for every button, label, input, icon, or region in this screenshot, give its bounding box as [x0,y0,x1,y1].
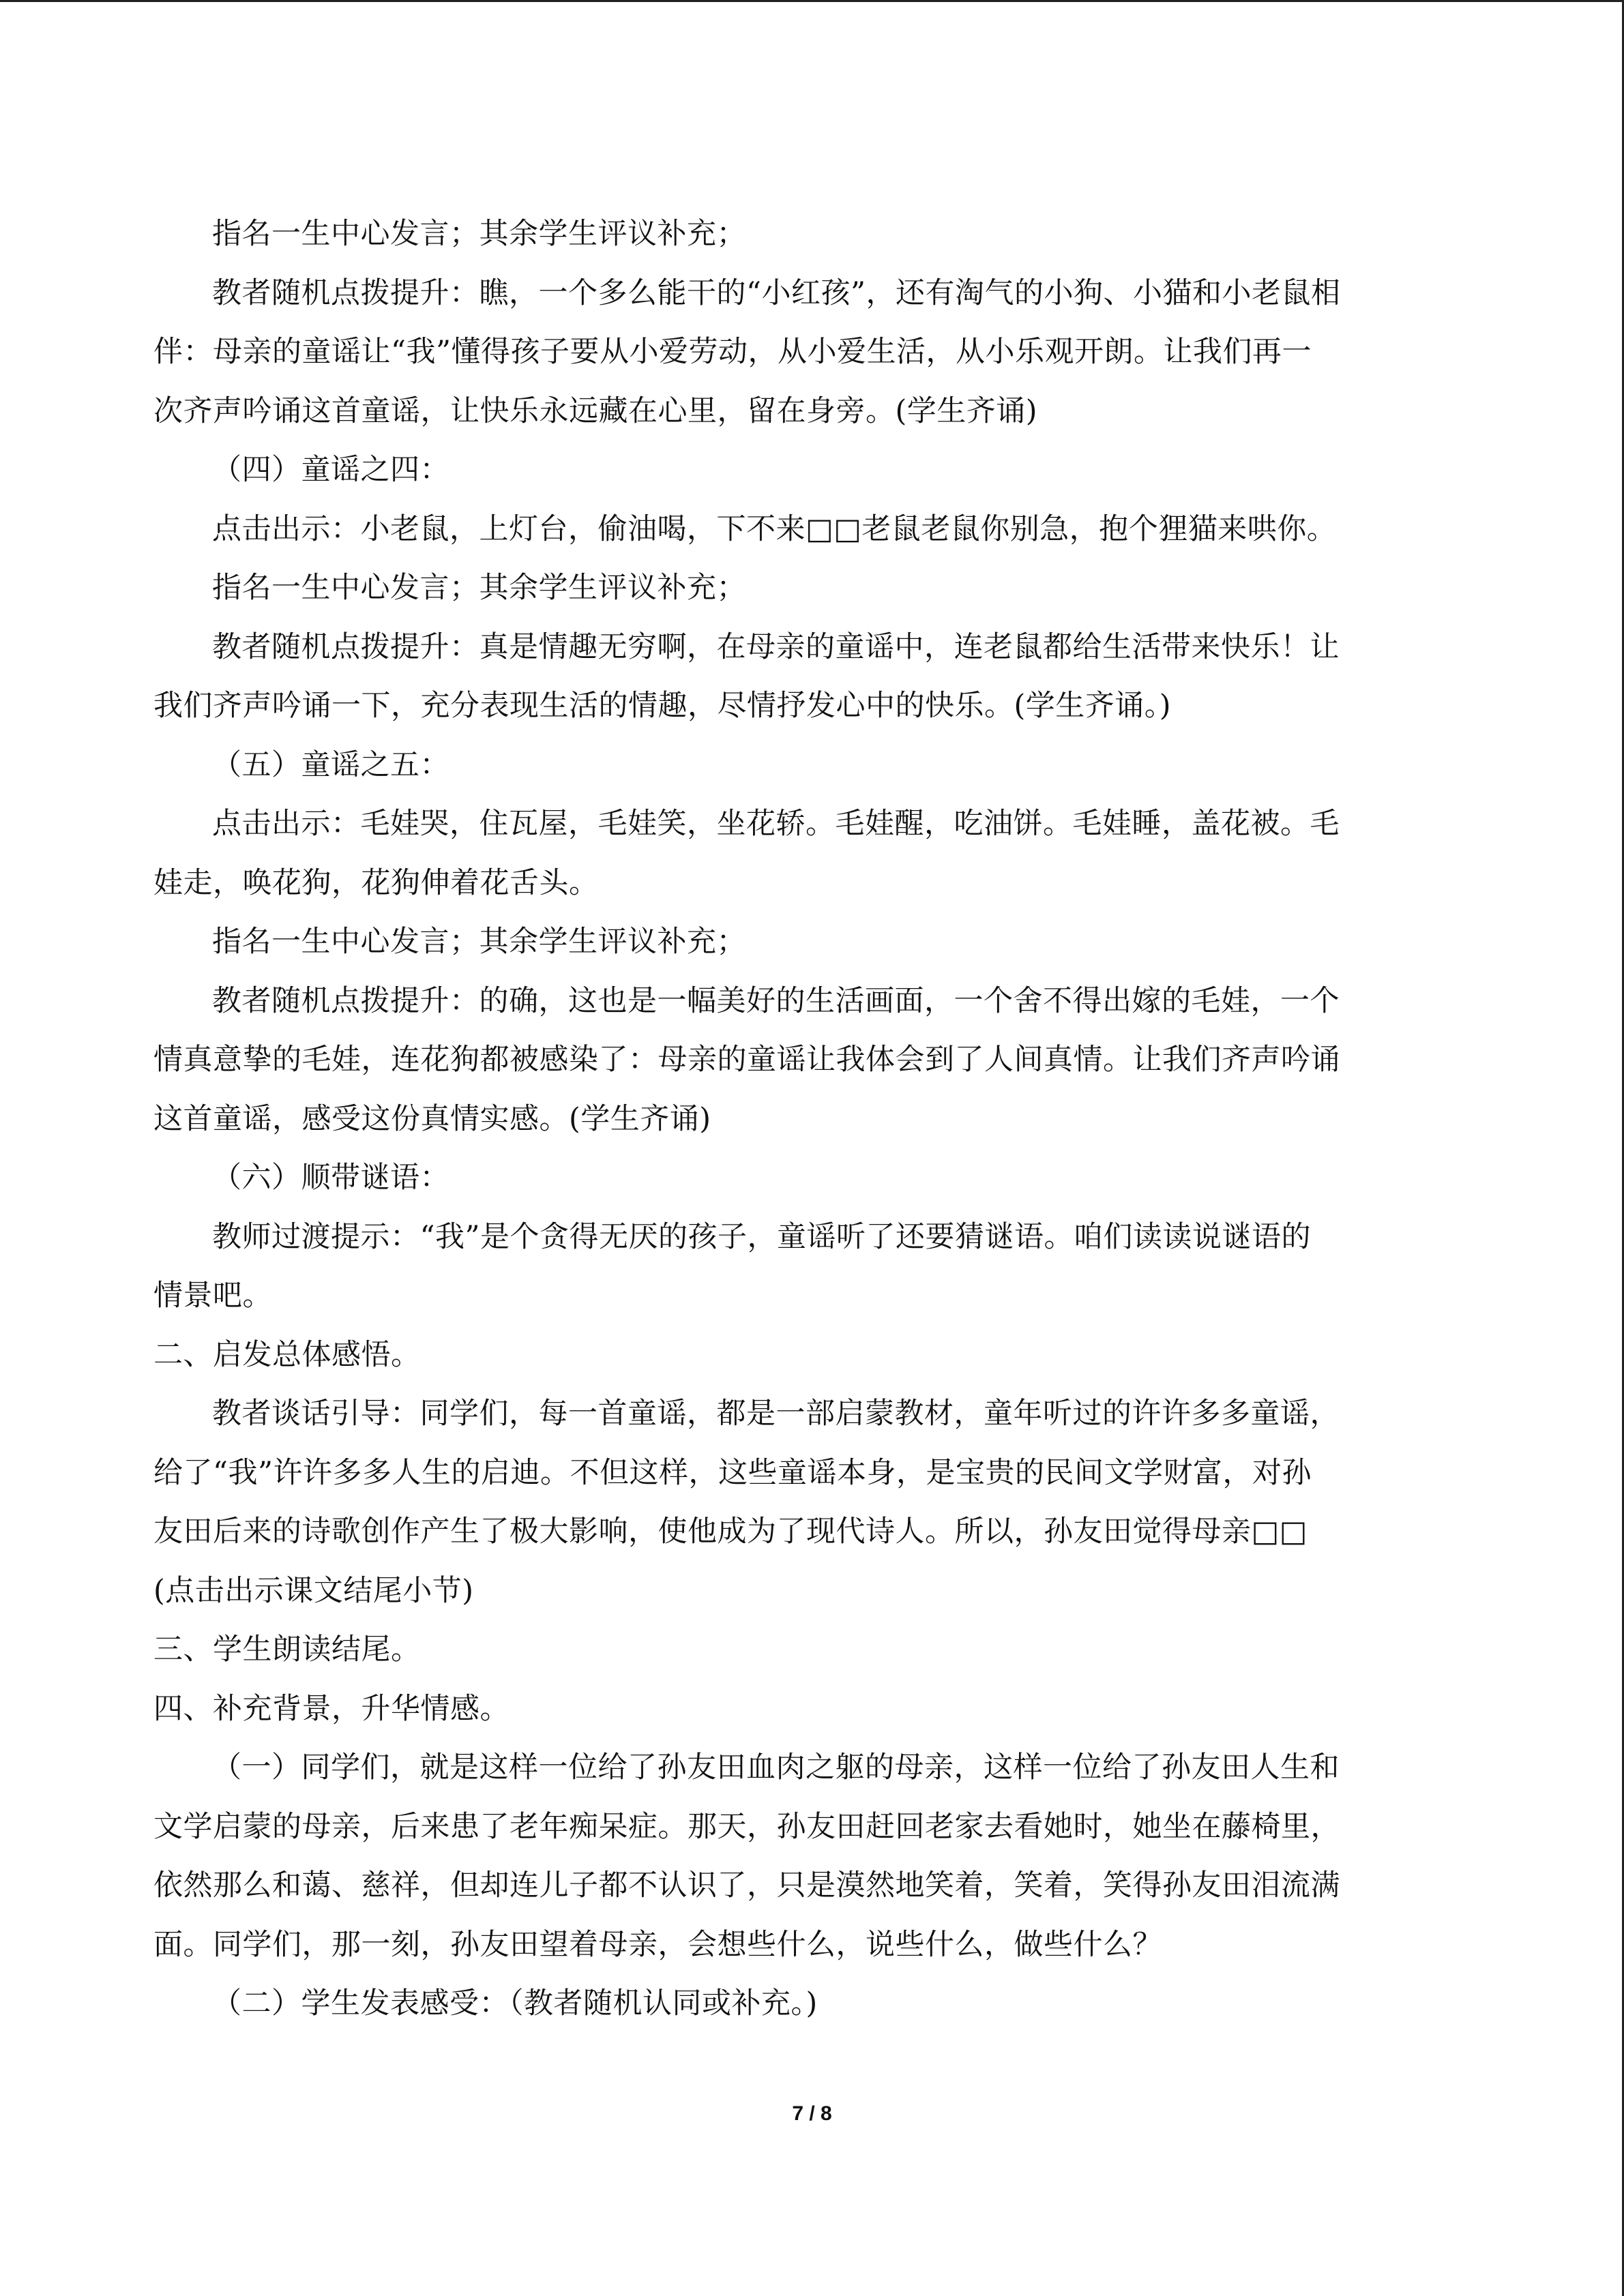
text-line: 教者谈话引导：同学们，每一首童谣，都是一部启蒙教材，童年听过的许许多多童谣， [212,1397,1340,1431]
text-line: 次齐声吟诵这首童谣，让快乐永远藏在心里，留在身旁。(学生齐诵) [153,393,1038,428]
text-line: （六）顺带谜语： [212,1161,449,1195]
text-line: （一）同学们，就是这样一位给了孙友田血肉之躯的母亲，这样一位给了孙友田人生和 [212,1750,1340,1785]
text-line: 指名一生中心发言；其余学生评议补充； [212,571,746,605]
text-line: 二、启发总体感悟。 [153,1337,421,1372]
text-line: （四）童谣之四： [212,453,449,487]
text-line: 文学启蒙的母亲，后来患了老年痴呆症。那天，孙友田赶回老家去看她时，她坐在藤椅里， [153,1809,1340,1844]
text-line: 面。同学们，那一刻，孙友田望着母亲，会想些什么，说些什么，做些什么？ [153,1927,1162,1962]
text-line: 四、补充背景，升华情感。 [153,1691,510,1726]
text-line: 情景吧。 [153,1279,272,1313]
page-number: 7 / 8 [792,2102,832,2125]
text-line: 指名一生中心发言；其余学生评议补充； [212,925,746,959]
text-line: 这首童谣，感受这份真情实感。(学生齐诵) [153,1101,711,1136]
document-body [153,205,1473,2033]
text-line: 给了“我”许许多多人生的启迪。不但这样，这些童谣本身，是宝贵的民间文学财富，对孙 [153,1455,1312,1490]
page-border-top [0,0,1624,2]
text-line: 指名一生中心发言；其余学生评议补充； [212,217,746,251]
text-line: 教者随机点拨提升：的确，这也是一幅美好的生活画面，一个舍不得出嫁的毛娃，一个 [212,983,1340,1018]
text-line: 娃走，唤花狗，花狗伸着花舌头。 [153,865,599,900]
text-line: 友田后来的诗歌创作产生了极大影响，使他成为了现代诗人。所以，孙友田觉得母亲□□ [153,1515,1308,1549]
text-line: 依然那么和蔼、慈祥，但却连儿子都不认识了，只是漠然地笑着，笑着，笑得孙友田泪流满 [153,1868,1340,1903]
text-line: 情真意挚的毛娃，连花狗都被感染了：母亲的童谣让我体会到了人间真情。让我们齐声吟诵 [153,1043,1340,1077]
text-line: 教者随机点拨提升：瞧，一个多么能干的“小红孩”，还有淘气的小狗、小猫和小老鼠相 [212,275,1341,310]
text-line: （五）童谣之五： [212,747,449,782]
text-line: 教者随机点拨提升：真是情趣无穷啊，在母亲的童谣中，连老鼠都给生活带来快乐！让 [212,629,1340,664]
text-line: 教师过渡提示：“我”是个贪得无厌的孩子，童谣听了还要猜谜语。咱们读读说谜语的 [212,1219,1311,1254]
text-line: (点击出示课文结尾小节) [153,1573,474,1608]
text-line: 伴：母亲的童谣让“我”懂得孩子要从小爱劳动，从小爱生活，从小乐观开朗。让我们再一 [153,335,1312,369]
text-line: 点击出示：毛娃哭，住瓦屋，毛娃笑，坐花轿。毛娃醒，吃油饼。毛娃睡，盖花被。毛 [212,807,1340,841]
text-line: 三、学生朗读结尾。 [153,1632,421,1667]
text-line: （二）学生发表感受：（教者随机认同或补充。) [212,1986,818,2021]
text-line: 我们齐声吟诵一下，充分表现生活的情趣，尽情抒发心中的快乐。(学生齐诵。) [153,689,1172,723]
text-line: 点击出示：小老鼠，上灯台，偷油喝，下不来□□老鼠老鼠你别急，抱个狸猫来哄你。 [212,511,1337,546]
